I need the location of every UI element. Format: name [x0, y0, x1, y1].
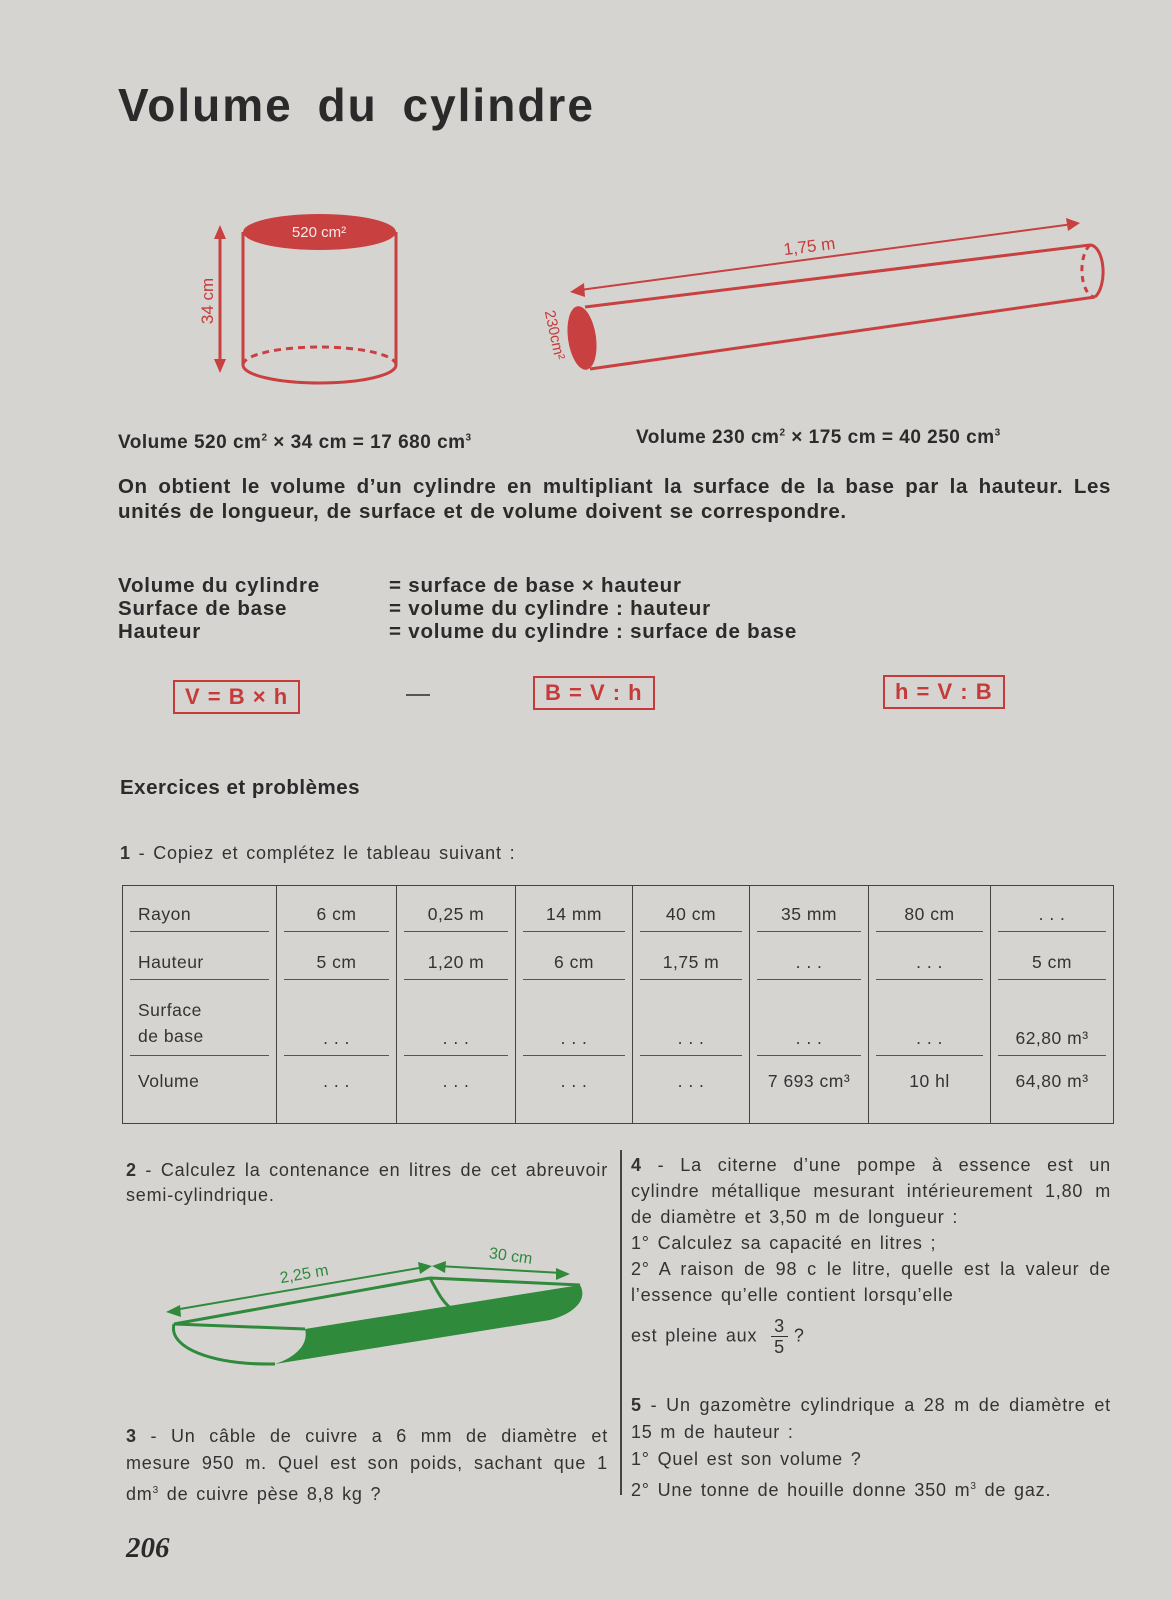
table-cell: 6 cm [277, 886, 397, 932]
page-title: Volume du cylindre [118, 79, 595, 131]
formula-box-volume: V = B × h [173, 680, 300, 714]
question-mark: ? [793, 1325, 805, 1346]
volume-left-tail: × 34 cm = 17 680 cm [267, 432, 466, 453]
exercise-question: 1° Quel est son volume ? [631, 1449, 862, 1469]
arrow-up-icon [214, 225, 226, 239]
cylinder-figure [195, 205, 415, 395]
exercise-text: - La citerne d’une pompe à essence est un cylindre métallique mesurant intérieurement 1,80 m de diamètre et 3,50 m de longueur : [631, 1155, 1111, 1227]
exercise-question: 1° Calculez sa capacité en litres ; [631, 1233, 937, 1253]
formula-box-height: h = V : B [883, 675, 1005, 709]
fraction-denominator: 5 [774, 1337, 785, 1357]
exercise-text: est pleine aux [631, 1325, 758, 1346]
table-cell: . . . [991, 886, 1114, 932]
trough-figure [160, 1235, 600, 1405]
rule-left: Volume du cylindre [118, 574, 320, 597]
table-row [123, 980, 1114, 1056]
table-row [123, 1056, 1114, 1124]
exercise-question: 2° A raison de 98 c le litre, quelle est la valeur de l’essence qu’elle contient lorsqu’elle [631, 1259, 1111, 1305]
cylinder-base-label: 520 cm² [291, 224, 347, 241]
width-arrow-line [438, 1266, 562, 1273]
exercise-question: 2° Une tonne de houille donne 350 m [631, 1480, 971, 1500]
table-cell: 5 cm [991, 932, 1114, 980]
table-row [123, 932, 1114, 980]
table-cell: . . . [397, 980, 516, 1056]
exercise-5: 5 - Un gazomètre cylindrique a 28 m de diamètre et 15 m de hauteur : 1° Quel est son volume ? 2° Une tonne de houille donne 350 $m^3$ de gaz. [631, 1395, 1111, 1500]
trough-width-label: 30 cm [487, 1245, 534, 1268]
table-cell: 14 mm [516, 886, 633, 932]
table-cell: 1,75 m [633, 932, 750, 980]
table-cell: 10 hl [869, 1056, 991, 1124]
table-cell: 0,25 m [397, 886, 516, 932]
table-cell: . . . [397, 1056, 516, 1124]
table-cell: . . . [277, 980, 397, 1056]
volume-result-right: Volume 230 $cm^2 \times 175$ cm = 40 250 $cm^3$ [636, 427, 1001, 448]
table-cell: 6 cm [516, 932, 633, 980]
table-cell: . . . [633, 1056, 750, 1124]
exercise-text: - Un câble de cuivre a 6 mm de diamètre et mesure 950 m. Quel est son poids, sachant que 1 dm [126, 1426, 608, 1504]
table-cell: . . . [516, 980, 633, 1056]
table-cell: 5 cm [277, 932, 397, 980]
exercise-2 [126, 1158, 608, 1208]
volume-right-tail: × 175 cm = 40 250 cm [785, 427, 995, 448]
exercise-number: 2 [126, 1160, 137, 1180]
exercise-number: 4 [631, 1155, 642, 1175]
trough-left-rim [174, 1324, 305, 1329]
exercise-number: 3 [126, 1426, 137, 1446]
arrow-left-icon [166, 1305, 181, 1317]
divider-dash [406, 694, 430, 696]
pipe-base-label: 230cm² [540, 308, 568, 362]
row-label: Hauteur [123, 932, 277, 980]
arrow-left-icon [432, 1261, 446, 1273]
row-label: Surface de base [123, 980, 277, 1056]
arrow-right-icon [556, 1268, 570, 1280]
table-cell [991, 980, 1114, 1056]
exercises-heading: Exercices et problèmes [120, 776, 361, 799]
exercise-3: 3 - Un câble de cuivre a 6 mm de diamètre et mesure 950 m. Quel est son poids, sachant que 1 $dm^3$ de cuivre pèse 8,8 kg ? [126, 1426, 608, 1504]
table-cell: 40 cm [633, 886, 750, 932]
table-row [123, 886, 1114, 932]
table-cell: 1,20 m [397, 932, 516, 980]
rule-right: = volume du cylindre : surface de base [389, 620, 798, 643]
rule-left: Hauteur [118, 620, 202, 643]
exercise-text: - Calculez la contenance en litres de cet abreuvoir semi-cylindrique. [126, 1160, 608, 1205]
volume-right-text: Volume 230 cm [636, 427, 780, 448]
volume-left-text: Volume 520 cm [118, 432, 262, 453]
table-cell: . . . [633, 980, 750, 1056]
table-cell: . . . [869, 980, 991, 1056]
cylinder-bottom-back [243, 347, 396, 365]
rule-right: = volume du cylindre : hauteur [389, 597, 711, 620]
rule-right: = surface de base × hauteur [389, 574, 682, 597]
table-cell: 35 mm [750, 886, 869, 932]
fraction-numerator: 3 [771, 1316, 788, 1337]
arrow-right-icon [1066, 218, 1080, 231]
trough-left-end [173, 1324, 275, 1364]
row-label: Volume [138, 1071, 200, 1092]
table-cell: 7 693 cm³ [750, 1056, 869, 1124]
exercise-number: 1 [120, 843, 131, 863]
cylinder-height-label: 34 cm [198, 277, 217, 325]
table-cell: . . . [750, 932, 869, 980]
exercise-text: - Un gazomètre cylindrique a 28 m de diamètre et 15 m de hauteur : [631, 1395, 1111, 1442]
exercise-text-end: de cuivre pèse 8,8 kg ? [158, 1484, 382, 1504]
exercise-1 [120, 841, 515, 866]
exercise-4-fraction-line [631, 1316, 805, 1357]
formula-box-base: B = V : h [533, 676, 655, 710]
table-cell: 64,80 m³ [991, 1056, 1114, 1124]
pipe-length-label: 1,75 m [782, 233, 837, 260]
pipe-cylinder-figure [540, 210, 1120, 380]
exercise-question-end: de gaz. [976, 1480, 1052, 1500]
exercise-number: 5 [631, 1395, 642, 1415]
rule-left: Surface de base [118, 597, 288, 620]
exercise-table [122, 885, 1114, 1124]
arrow-left-icon [570, 283, 585, 297]
trough-length-label: 2,25 m [278, 1261, 330, 1288]
table-cell: . . . [869, 932, 991, 980]
fraction [771, 1316, 788, 1357]
definition-paragraph: On obtient le volume d’un cylindre en multipliant la surface de la base par la hauteur. Les unités de longueur, de surface et de volume doivent se correspondre. [118, 475, 1111, 523]
exercise-text: - Copiez et complétez le tableau suivant : [130, 843, 516, 863]
arrow-right-icon [418, 1262, 432, 1274]
cylinder-bottom-front [243, 365, 396, 383]
cell-value: 62,80 m³ [1015, 1027, 1089, 1048]
table-cell: . . . [750, 980, 869, 1056]
row-label: Rayon [123, 886, 277, 932]
page-number: 206 [126, 1532, 170, 1564]
table-cell: . . . [516, 1056, 633, 1124]
arrow-down-icon [214, 359, 226, 373]
exercise-4 [631, 1152, 1111, 1308]
table-cell: 80 cm [869, 886, 991, 932]
column-divider [620, 1150, 622, 1495]
table-cell: . . . [277, 1056, 397, 1124]
volume-result-left: Volume 520 $cm^2 \times 34$ cm = 17 680 $cm^3$ [118, 432, 472, 453]
